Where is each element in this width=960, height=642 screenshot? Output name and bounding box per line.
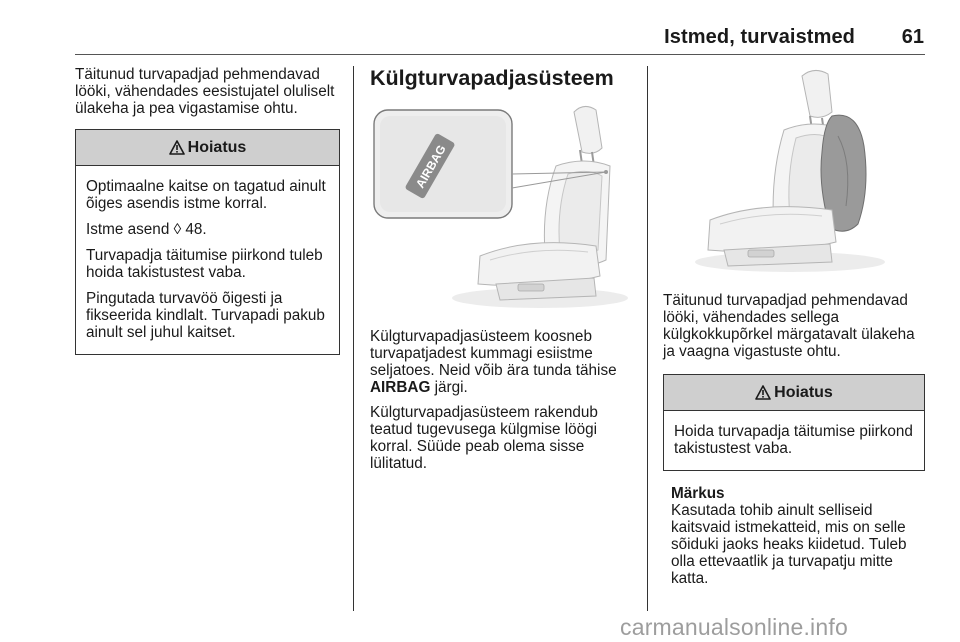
- column-3: [663, 292, 925, 587]
- header-rule: [75, 54, 925, 55]
- warning-paragraph: Turvapadja täitumise piirkond tuleb hoida takistustest vaba.: [86, 247, 323, 281]
- warning-title: Hoiatus: [187, 139, 247, 156]
- column-divider-left: [353, 66, 354, 611]
- note-text: Kasutada tohib ainult selliseid kaitsvaid istmekatteid, mis on selle sõiduki jaoks heaks kiidetud. Tuleb olla ettevaatlik ja turvapatju mitte katta.: [671, 502, 907, 587]
- running-header-title: Istmed, turvaistmed: [664, 26, 855, 48]
- body-paragraph: Külgturvapadjasüsteem rakendub teatud tugevusega külgmise löögi korral. Süüde peab olema sisse lülitatud.: [370, 404, 598, 472]
- warning-paragraph: Pingutada turvavöö õigesti ja fikseerida kindlalt. Turvapadi pakub ainult sel juhul kaitset.: [86, 290, 325, 341]
- airbag-label-text: AIRBAG: [412, 142, 449, 191]
- watermark: carmanualsonline.info: [620, 614, 848, 640]
- warning-body: [664, 411, 924, 470]
- seat-airbag-label-illustration: [370, 100, 632, 315]
- column-1: [75, 66, 340, 355]
- paragraph-text-before: Külgturvapadjasüsteem koosneb turvapatjadest kummagi esiistme seljatoes. Neid võib ära tunda tähise: [370, 328, 617, 379]
- airbag-term: AIRBAG: [370, 379, 431, 396]
- page-number: 61: [901, 26, 924, 48]
- note-label: Märkus: [671, 485, 725, 502]
- intro-paragraph: Täitunud turvapadjad pehmendavad lööki, vähendades eesistujatel oluliselt ülakeha ja pea vigastamise ohtu.: [75, 66, 335, 117]
- seat-side-airbag-deployed-illustration: [662, 66, 924, 280]
- intro-paragraph: Täitunud turvapadjad pehmendavad lööki, vähendades sellega külgkokkupõrkel märgatavalt ülakeha ja vaagna vigastuste ohtu.: [663, 292, 915, 360]
- warning-triangle-icon: [169, 140, 185, 155]
- warning-paragraph: Optimaalne kaitse on tagatud ainult õiges asendis istme korral.: [86, 178, 326, 212]
- warning-paragraph: Hoida turvapadja täitumise piirkond takistustest vaba.: [674, 423, 913, 457]
- warning-body: [76, 166, 339, 354]
- warning-paragraph: Istme asend ◊ 48.: [86, 221, 207, 238]
- warning-triangle-icon: [755, 385, 771, 400]
- warning-box: [75, 129, 340, 355]
- body-paragraph: [370, 328, 635, 396]
- column-2-body: [370, 328, 635, 480]
- warning-box: [663, 374, 925, 471]
- section-title: Külgturvapadjasüsteem: [370, 66, 614, 90]
- paragraph-text-after: järgi.: [434, 379, 468, 396]
- warning-header: [76, 130, 339, 166]
- warning-title: Hoiatus: [774, 384, 833, 401]
- warning-header: [664, 375, 924, 411]
- column-divider-right: [647, 66, 648, 611]
- note-block: [663, 485, 925, 587]
